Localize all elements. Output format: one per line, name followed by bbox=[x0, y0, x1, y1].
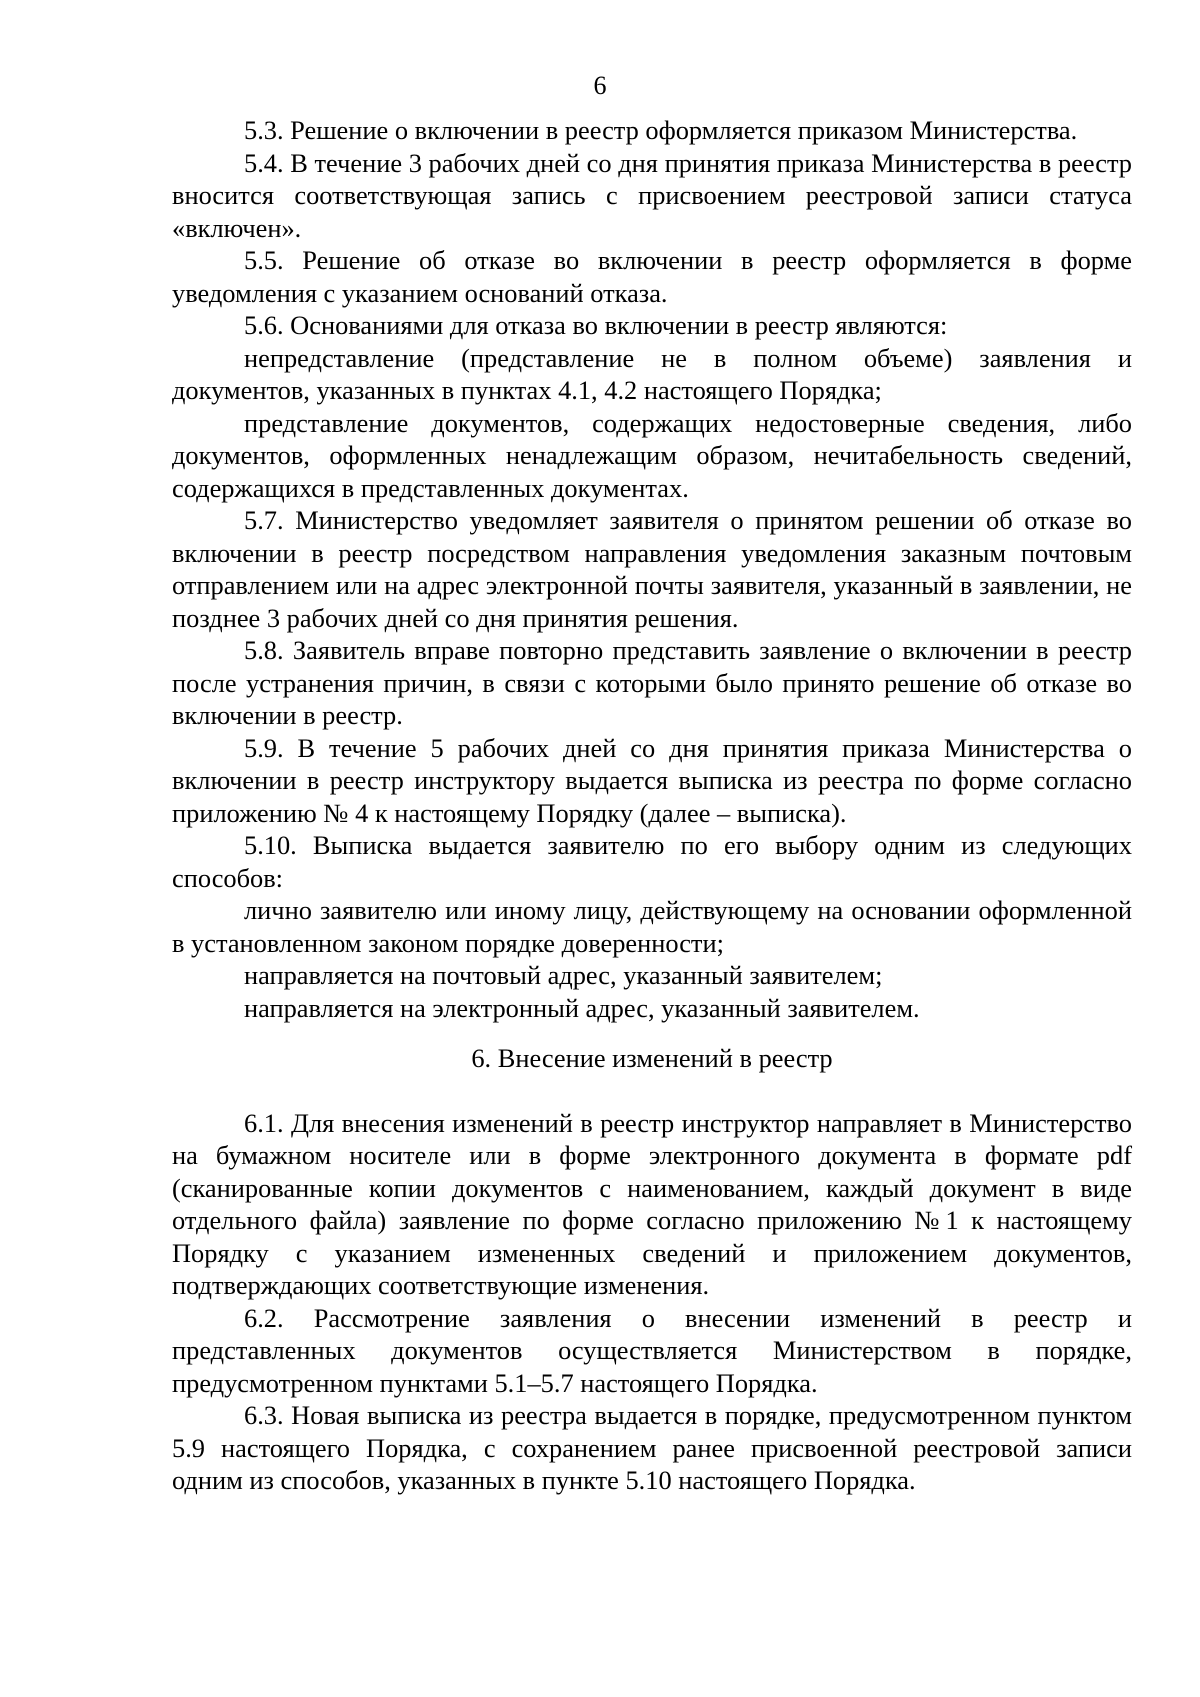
paragraph-5-9: 5.9. В течение 5 рабочих дней со дня принятия приказа Министерства о включении в реестр инструктору выдается выписка из реестра по форме согласно приложению № 4 к настоящему Порядку (далее – выписка). bbox=[172, 732, 1132, 828]
paragraph-6-1: 6.1. Для внесения изменений в реестр инструктор направляет в Министерство на бумажном носителе или в форме электронного документа в формате pdf (сканированные копии документов с наименованием, каждый документ в виде отдельного файла) заявление по форме согласно приложению №1 к настоящему Порядку с указанием измененных сведений и приложением документов, подтверждающих соответствующие изменения. bbox=[172, 1107, 1132, 1300]
paragraph-5-4: 5.4. В течение 3 рабочих дней со дня принятия приказа Министерства в реестр вносится соответствующая запись с присвоением реестровой записи статуса «включен». bbox=[172, 147, 1132, 243]
paragraph-5-8: 5.8. Заявитель вправе повторно представить заявление о включении в реестр после устранения причин, в связи с которыми было принято решение об отказе во включении в реестр. bbox=[172, 635, 1132, 730]
paragraph-5-7: 5.7. Министерство уведомляет заявителя о принятом решении об отказе во включении в реестр посредством направления уведомления заказным почтовым отправлением или на адрес электронной почты заявителя, указанный в заявлении, не позднее 3 рабочих дней со дня принятия решения. bbox=[172, 505, 1132, 633]
paragraph-5-5: 5.5. Решение об отказе во включении в реестр оформляется в форме уведомления с указанием оснований отказа. bbox=[172, 245, 1132, 308]
paragraph-5-3: 5.3. Решение о включении в реестр оформляется приказом Министерства. bbox=[244, 115, 1078, 145]
paragraph-6-2: 6.2. Рассмотрение заявления о внесении изменений в реестр и представленных документов осуществляется Министерством в порядке, предусмотренном пунктами 5.1–5.7 настоящего Порядка. bbox=[172, 1302, 1132, 1398]
paragraph-5-10-item-1: лично заявителю или иному лицу, действующему на основании оформленной в установленном законом порядке доверенности; bbox=[172, 895, 1132, 958]
paragraph-5-10: 5.10. Выписка выдается заявителю по его выбору одним из следующих способов: bbox=[172, 830, 1132, 893]
page-number: 6 bbox=[593, 71, 607, 100]
document-body bbox=[172, 114, 1132, 1497]
paragraph-5-6-item-2: представление документов, содержащих недостоверные сведения, либо документов, оформленных ненадлежащим образом, нечитабельность сведений, содержащихся в представленных документах. bbox=[172, 407, 1132, 503]
paragraph-5-10-item-2: направляется на почтовый адрес, указанный заявителем; bbox=[244, 960, 883, 990]
section-6-title: 6. Внесение изменений в реестр bbox=[471, 1043, 833, 1073]
paragraph-5-10-item-3: направляется на электронный адрес, указанный заявителем. bbox=[244, 992, 920, 1023]
paragraph-5-6-item-1: непредставление (представление не в полном объеме) заявления и документов, указанных в пунктах 4.1, 4.2 настоящего Порядка; bbox=[172, 342, 1132, 405]
paragraph-6-3: 6.3. Новая выписка из реестра выдается в порядке, предусмотренном пунктом 5.9 настоящего Порядка, с сохранением ранее присвоенной реестровой записи одним из способов, указанных в пункте 5.10 настоящего Порядка. bbox=[172, 1400, 1132, 1495]
paragraph-5-6: 5.6. Основаниями для отказа во включении в реестр являются: bbox=[244, 310, 948, 340]
